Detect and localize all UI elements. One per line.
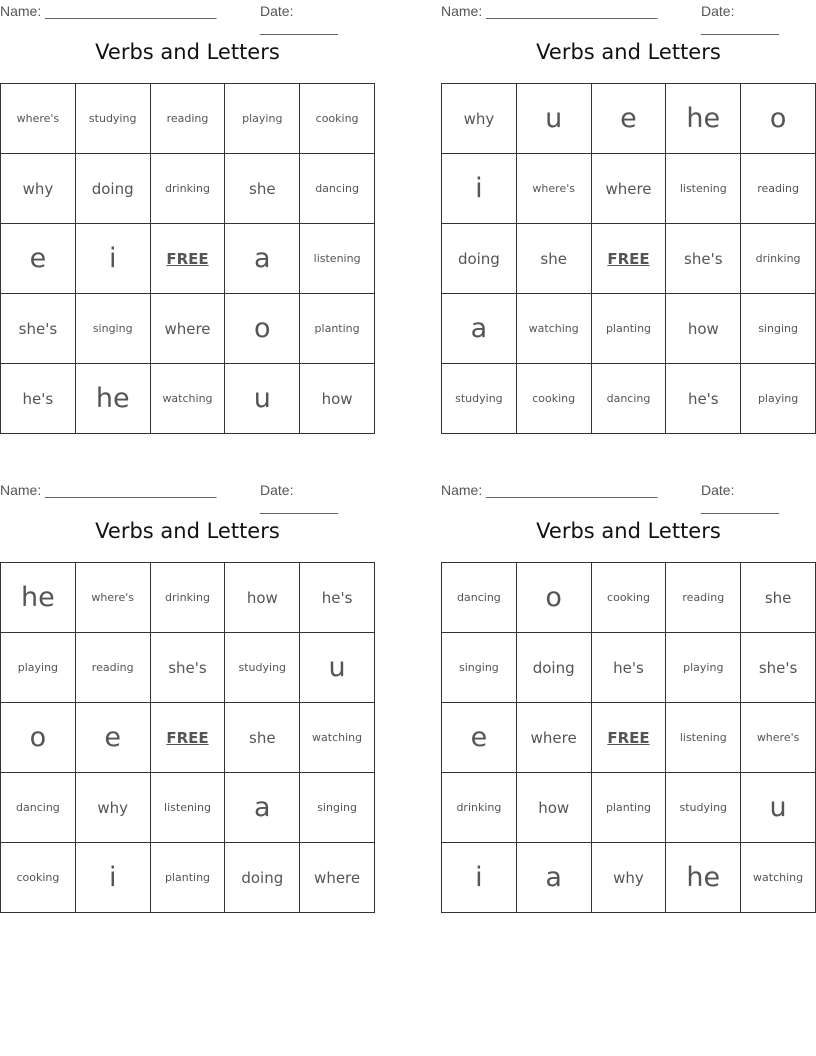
bingo-cell: u: [225, 364, 300, 434]
bingo-cell: where's: [76, 563, 151, 633]
bingo-cell: where's: [517, 154, 592, 224]
bingo-cell: where: [151, 294, 226, 364]
bingo-cell: dancing: [300, 154, 375, 224]
card-title: Verbs and Letters: [536, 40, 721, 64]
bingo-cell: where's: [1, 84, 76, 154]
bingo-cell: watching: [741, 843, 816, 913]
bingo-cell: why: [442, 84, 517, 154]
date-field-label: Date: __________: [260, 3, 338, 35]
bingo-cell: a: [517, 843, 592, 913]
bingo-cell: studying: [666, 773, 741, 843]
bingo-cell: he: [1, 563, 76, 633]
bingo-cell: doing: [442, 224, 517, 294]
bingo-cell: cooking: [1, 843, 76, 913]
bingo-cell: singing: [76, 294, 151, 364]
bingo-cell: o: [225, 294, 300, 364]
bingo-cell: he: [666, 843, 741, 913]
bingo-cell: u: [741, 773, 816, 843]
bingo-cell: studying: [225, 633, 300, 703]
bingo-cell: playing: [666, 633, 741, 703]
bingo-cell: he's: [1, 364, 76, 434]
bingo-cell: dancing: [1, 773, 76, 843]
bingo-cell: she: [225, 703, 300, 773]
card-title: Verbs and Letters: [536, 519, 721, 543]
name-field-label: Name: ______________________: [441, 3, 658, 19]
bingo-cell: e: [1, 224, 76, 294]
bingo-cell: a: [225, 224, 300, 294]
card-title: Verbs and Letters: [95, 40, 280, 64]
bingo-cell: how: [300, 364, 375, 434]
bingo-cell: e: [76, 703, 151, 773]
bingo-cell: a: [442, 294, 517, 364]
bingo-cell: doing: [225, 843, 300, 913]
bingo-cell: e: [442, 703, 517, 773]
bingo-cell: reading: [151, 84, 226, 154]
card-title: Verbs and Letters: [95, 519, 280, 543]
bingo-cell: a: [225, 773, 300, 843]
date-field-label: Date: __________: [260, 482, 338, 514]
bingo-cell: drinking: [151, 154, 226, 224]
bingo-grid: [0, 83, 375, 434]
bingo-cell: playing: [1, 633, 76, 703]
bingo-cell: why: [1, 154, 76, 224]
bingo-cell: u: [300, 633, 375, 703]
bingo-cell: planting: [592, 773, 667, 843]
bingo-cell: where's: [741, 703, 816, 773]
name-field-label: Name: ______________________: [0, 482, 217, 498]
bingo-cell: she's: [1, 294, 76, 364]
date-field-label: Date: __________: [701, 482, 779, 514]
bingo-cell: u: [517, 84, 592, 154]
bingo-cell: planting: [300, 294, 375, 364]
bingo-cell: she: [741, 563, 816, 633]
bingo-grid: [0, 562, 375, 913]
bingo-cell: i: [76, 843, 151, 913]
bingo-cell: dancing: [592, 364, 667, 434]
bingo-cell: how: [225, 563, 300, 633]
bingo-cell: reading: [741, 154, 816, 224]
bingo-cell: he's: [666, 364, 741, 434]
bingo-cell: where: [300, 843, 375, 913]
bingo-cell: studying: [442, 364, 517, 434]
card-header: [0, 482, 375, 514]
bingo-cell: listening: [151, 773, 226, 843]
bingo-cell: o: [741, 84, 816, 154]
name-field-label: Name: ______________________: [441, 482, 658, 498]
bingo-cell: listening: [666, 703, 741, 773]
bingo-cell: reading: [76, 633, 151, 703]
bingo-cell: reading: [666, 563, 741, 633]
bingo-cell: i: [442, 843, 517, 913]
card-header: [441, 3, 816, 35]
bingo-cell: he's: [300, 563, 375, 633]
bingo-cell: listening: [300, 224, 375, 294]
bingo-cell: he: [76, 364, 151, 434]
bingo-cell: drinking: [151, 563, 226, 633]
bingo-cell: why: [76, 773, 151, 843]
bingo-cell: singing: [741, 294, 816, 364]
bingo-cell: i: [76, 224, 151, 294]
bingo-cell: she's: [151, 633, 226, 703]
bingo-cell: she's: [741, 633, 816, 703]
bingo-cell: drinking: [442, 773, 517, 843]
bingo-cell: planting: [592, 294, 667, 364]
bingo-cell: studying: [76, 84, 151, 154]
bingo-cell: how: [666, 294, 741, 364]
bingo-cell: watching: [300, 703, 375, 773]
free-space-cell: FREE: [592, 703, 667, 773]
date-field-label: Date: __________: [701, 3, 779, 35]
name-field-label: Name: ______________________: [0, 3, 217, 19]
bingo-cell: singing: [442, 633, 517, 703]
bingo-cell: cooking: [300, 84, 375, 154]
bingo-cell: watching: [517, 294, 592, 364]
bingo-cell: doing: [76, 154, 151, 224]
bingo-cell: she's: [666, 224, 741, 294]
card-header: [441, 482, 816, 514]
bingo-cell: she: [225, 154, 300, 224]
free-space-cell: FREE: [151, 224, 226, 294]
bingo-cell: playing: [225, 84, 300, 154]
bingo-cell: cooking: [592, 563, 667, 633]
bingo-grid: [441, 562, 816, 913]
bingo-cell: i: [442, 154, 517, 224]
bingo-cell: she: [517, 224, 592, 294]
bingo-cell: watching: [151, 364, 226, 434]
bingo-cell: o: [1, 703, 76, 773]
bingo-cell: singing: [300, 773, 375, 843]
bingo-cell: cooking: [517, 364, 592, 434]
bingo-grid: [441, 83, 816, 434]
bingo-cell: doing: [517, 633, 592, 703]
bingo-cell: drinking: [741, 224, 816, 294]
bingo-cell: where: [592, 154, 667, 224]
bingo-cell: he: [666, 84, 741, 154]
bingo-cell: why: [592, 843, 667, 913]
free-space-cell: FREE: [151, 703, 226, 773]
card-header: [0, 3, 375, 35]
bingo-cell: dancing: [442, 563, 517, 633]
bingo-cell: he's: [592, 633, 667, 703]
bingo-cell: where: [517, 703, 592, 773]
bingo-cell: planting: [151, 843, 226, 913]
bingo-cell: playing: [741, 364, 816, 434]
bingo-cell: e: [592, 84, 667, 154]
free-space-cell: FREE: [592, 224, 667, 294]
bingo-cell: listening: [666, 154, 741, 224]
bingo-cell: o: [517, 563, 592, 633]
bingo-cell: how: [517, 773, 592, 843]
